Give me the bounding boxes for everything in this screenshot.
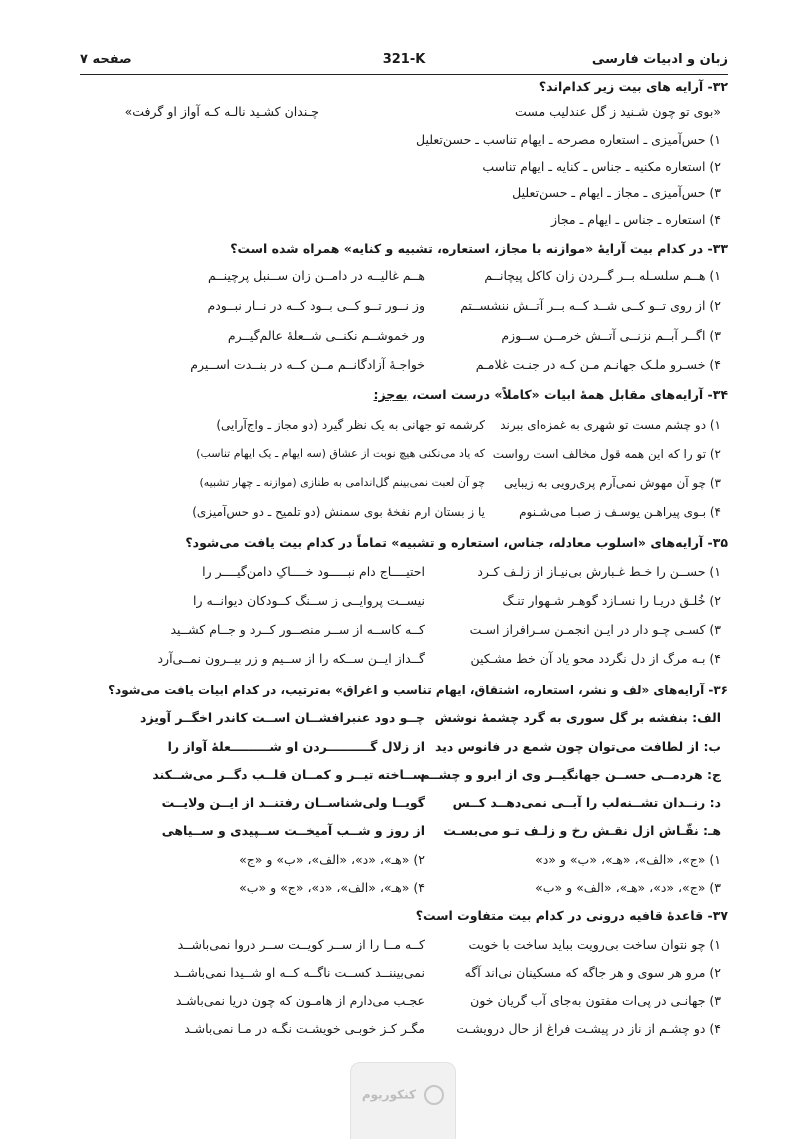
q37-option-1-second: کــه مــا را از ســر کویــت ســر دروا نمی‌باشــد: [177, 937, 425, 952]
q35-option-2[interactable]: ۲) خُلـق دریـا را نسـازد گوهـر شـهوار تنـگ: [502, 593, 721, 608]
q32-option-3[interactable]: ۳) حس‌آمیزی ـ مجاز ـ ایهام ـ حسن‌تعلیل: [512, 185, 721, 200]
q33-option-4[interactable]: ۴) خسـرو ملـک جهانـم مـن کـه در جنـت غلامـم: [475, 357, 721, 372]
q34-title-main: ۳۴- آرایه‌های مقابل همۀ ابیات «کاملاً» درست است،: [407, 387, 728, 402]
q35-option-4[interactable]: ۴) بـه مرگ از دل نگردد محو یاد آن خط مشـکین: [470, 651, 721, 666]
exam-code: 321-K: [382, 52, 426, 67]
q34-title-except: به‌جز:: [373, 387, 408, 402]
q33-option-2[interactable]: ۲) از روی تــو کــی شــد کــه بــر آتــش ننشســتم: [460, 298, 721, 313]
subject-title: زبان و ادبیات فارسی: [591, 52, 728, 67]
watermark-text: کنکوریوم: [361, 1087, 416, 1102]
q35-option-1[interactable]: ۱) حســن را خـط غـبارش بی‌نیـاز از زلـف کـرد: [477, 564, 721, 579]
question-33-title: ۳۳- در کدام بیت آرایۀ «موازنه با مجاز، استعاره، تشبیه و کنایه» همراه شده است؟: [230, 241, 728, 256]
q34-option-4-second: یا ز بستان ارم نفخۀ بوی سمنش (دو تلمیح ـ دو حس‌آمیزی): [192, 505, 485, 519]
question-37-title: ۳۷- قاعدۀ قافیه درونی در کدام بیت متفاوت است؟: [415, 908, 728, 923]
q35-option-3-second: کــه کاســه از ســر منصــور کــرد و جــام کشــید: [170, 622, 425, 637]
q36-verse-be: ب: از لطافت می‌توان چون شمع در فانوس دید: [434, 739, 721, 754]
q35-option-1-second: احتیــــاج دام نبـــــود خــــاکِ دامن‌گیــــر را: [202, 564, 425, 579]
question-32-title: ۳۲- آرایه های بیت زیر کدام‌اند؟: [538, 79, 728, 94]
q37-option-1[interactable]: ۱) چو نتوان ساخت بی‌رویت بباید ساخت با خویت: [468, 937, 721, 952]
q37-option-2[interactable]: ۲) مرو هر سوی و هر جاگه که مسکینان نی‌اند آگه: [464, 965, 721, 980]
q36-verse-dal: د: رنــدان تشــنه‌لب را آبــی نمی‌دهــد کــس: [452, 795, 721, 810]
q36-verse-jim: ج: هردمــی حســن جهانگیــر وی از ابرو و چشــم: [420, 767, 721, 782]
q36-verse-he-second: از روز و شــب آمیخــت ســپیدی و ســیاهی: [161, 823, 425, 838]
question-34-title: [374, 386, 728, 404]
q36-verse-dal-second: گویــا ولی‌شناســان رفتنــد از ایــن ولایــت: [161, 795, 425, 810]
q37-option-4[interactable]: ۴) دو چشـم از ناز در پیشـت فراغ از حال درویشـت: [456, 1021, 721, 1036]
q33-option-1-second: هــم غالیــه در دامــن زان ســنبل پرچینــم: [208, 268, 425, 283]
q36-option-3[interactable]: ۳) «ج»، «د»، «هـ»، «الف» و «ب»: [535, 880, 721, 895]
q33-option-3-second: ور خموشــم نکنــی شــعلۀ عالم‌گیــرم: [227, 328, 425, 343]
q37-option-3[interactable]: ۳) جهانـی در پی‌ات مفتون به‌جای آب گریان خون: [470, 993, 721, 1008]
q32-verse-second: چـندان کشـید نالـه کـه آواز او گرفت»: [124, 104, 319, 119]
q32-verse-first: «بوی تو چون شـنید ز گل عندلیب مست: [515, 104, 721, 119]
q32-option-2[interactable]: ۲) استعاره مکنیه ـ جناس ـ کنایه ـ ایهام تناسب: [482, 159, 721, 174]
q36-option-2[interactable]: ۲) «هـ»، «د»، «الف»، «ب» و «ج»: [239, 852, 425, 867]
q34-option-1-second: کرشمه تو جهانی به یک نظر گیرد (دو مجاز ـ واج‌آرایی): [216, 418, 485, 432]
q32-option-1[interactable]: ۱) حس‌آمیزی ـ استعاره مصرحه ـ ایهام تناسب ـ حسن‌تعلیل: [416, 132, 721, 147]
q36-verse-alef: الف: بنفشه بر گل سوری به گرد چشمهٔ نوشش: [434, 710, 721, 725]
q34-option-2[interactable]: ۲) تو را که این همه قول مخالف است رواست: [492, 447, 721, 461]
q34-option-1[interactable]: ۱) دو چشم مست تو شهری به غمزه‌ای ببرند: [500, 418, 721, 432]
q36-verse-he: هـ: نقّـاش ازل نقـش رخ و زلـف تـو می‌بسـت: [443, 823, 721, 838]
q33-option-3[interactable]: ۳) اگــر آبــم نزنــی آتــش خرمــن ســوزم: [501, 328, 721, 343]
q34-option-4[interactable]: ۴) بـوی پیراهـن یوسـف ز صبـا می‌شـنوم: [519, 505, 721, 519]
q32-option-4[interactable]: ۴) استعاره ـ جناس ـ ایهام ـ مجاز: [551, 212, 721, 227]
q37-option-4-second: مگـر کـز خوبـی خویشـت نگـه در مـا نمی‌باشـد: [184, 1021, 425, 1036]
q36-option-4[interactable]: ۴) «هـ»، «الف»، «د»، «ج» و «ب»: [239, 880, 425, 895]
konkuriom-watermark: [350, 1062, 456, 1139]
q34-option-3-second: چو آن لعبت نمی‌بینم گل‌اندامی به طنازی (موازنه ـ چهار تشبیه): [199, 476, 485, 489]
q35-option-2-second: نیســت پروایــی ز ســنگ کــودکان دیوانــه را: [193, 593, 425, 608]
q36-verse-alef-second: چــو دود عنبرافشــان اســت کاندر اخگــر آویزد: [140, 710, 425, 725]
q33-option-2-second: وز نــور تــو کــی بــود کــه در نــار نبــودم: [207, 298, 425, 313]
q33-option-4-second: خواجـۀ آزادگانــم مــن کــه در بنــدت اســیرم: [190, 357, 425, 372]
page-header: [80, 52, 728, 74]
q34-option-3[interactable]: ۳) چو آن مهوش نمی‌آرم پری‌رویی به زیبایی: [503, 476, 721, 490]
q37-option-2-second: نمی‌بیننــد کســت ناگــه کــه او شــیدا نمی‌باشــد: [173, 965, 425, 980]
q35-option-4-second: گــداز ایــن ســکه را از ســیم و زر بیــرون نمــی‌آرد: [157, 651, 425, 666]
konkur-logo-icon: [424, 1085, 444, 1105]
q36-verse-be-second: از زلال گــــــــــردن او شـــــــــعلۀ آواز را: [167, 739, 425, 754]
q35-option-3[interactable]: ۳) کسـی چـو دار در ایـن انجمـن سـرافراز اسـت: [469, 622, 721, 637]
q34-option-2-second: که یاد می‌نکنی هیچ نوبت از عشاق (سه ایهام ـ یک ایهام تناسب): [196, 447, 485, 460]
q37-option-3-second: عجـب می‌دارم از هامـون که چون دریا نمی‌باشـد: [175, 993, 425, 1008]
q36-option-1[interactable]: ۱) «ج»، «الف»، «هـ»، «ب» و «د»: [535, 852, 721, 867]
header-divider: [80, 74, 728, 75]
question-35-title: ۳۵- آرایه‌های «اسلوب معادله، جناس، استعاره و تشبیه» تماماً در کدام بیت یافت می‌شود؟: [185, 535, 728, 550]
page-number: صفحه ۷: [80, 52, 132, 67]
question-36-title: ۳۶- آرایه‌های «لف و نشر، استعاره، اشتقاق، ایهام تناسب و اغراق» به‌ترتیب، در کدام ابیات یافت می‌شود؟: [108, 683, 728, 697]
q33-option-1[interactable]: ۱) هــم سلسـله بــر گــردن زان کاکل پیچانــم: [484, 268, 721, 283]
q36-verse-jim-second: ســاخته تیــر و کمــان قلــب دگــر می‌شــکند: [152, 767, 425, 782]
